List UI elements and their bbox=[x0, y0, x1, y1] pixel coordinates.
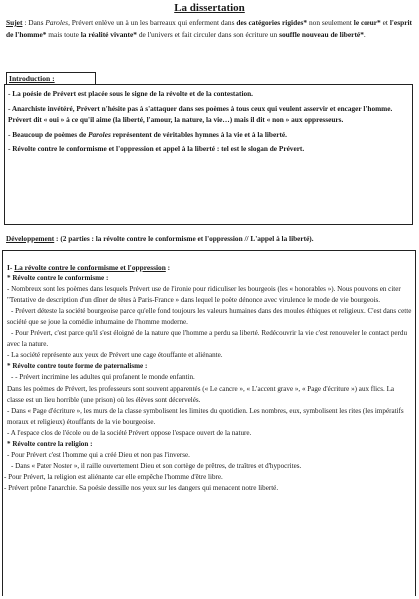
body-paragraph: - Dans « Page d'écriture », les murs de la classe symbolisent les limites du quotidien. Les nombres, eux, symbolisent les rites (les impératifs moraux et religieux) étouffants de la vie bourgeoise. bbox=[7, 406, 404, 426]
body-paragraph: - Pour Prévert, la religion est aliénante car elle empêche l'homme d'être libre. bbox=[4, 472, 223, 481]
subject-label: Sujet bbox=[6, 18, 23, 27]
body-paragraph: - Dans « Pater Noster », il raille ouvertement Dieu et son cortège de prêtres, de traîtres et d'hypocrites. bbox=[11, 461, 302, 470]
section-colon: : bbox=[165, 263, 171, 272]
subsection-heading: * Révolte contre toute forme de paternalisme : bbox=[7, 362, 148, 371]
subject-text: Paroles bbox=[45, 18, 69, 27]
intro-text: - Beaucoup de poèmes de bbox=[8, 129, 89, 139]
intro-italic-title: Paroles bbox=[88, 129, 111, 139]
introduction-heading-text: Introduction : bbox=[9, 74, 55, 83]
subject-text: non seulement bbox=[307, 18, 354, 27]
development-line bbox=[6, 234, 416, 244]
introduction-box bbox=[4, 84, 413, 225]
body-paragraph: - La société représente aux yeux de Prévert une cage étouffante et aliénante. bbox=[7, 351, 223, 360]
subject-text: mais toute bbox=[46, 30, 81, 39]
body-paragraph: - Prévert déteste la société bourgeoise parce qu'elle fond toujours les valeurs humaines dans des moules éthiques et religieux. C'est dans cette société que se joue la comédie inhumaine de l'homme moderne. bbox=[7, 307, 412, 327]
intro-paragraph: - La poésie de Prévert est placée sous le signe de la révolte et de la contestation. bbox=[8, 89, 253, 98]
development-label: Développement bbox=[6, 234, 55, 243]
subsection-heading: * Révolte contre le conformisme : bbox=[7, 274, 109, 283]
development-text: : (2 parties : la révolte contre le conformisme et l'oppression // L'appel à la liberté). bbox=[54, 234, 314, 243]
subject-text: et bbox=[380, 18, 390, 27]
subject-text: . bbox=[363, 30, 366, 39]
subject-keyword: souffle nouveau de liberté* bbox=[279, 30, 364, 39]
intro-paragraph: - Révolte contre le conformisme et l'oppression et appel à la liberté : tel est le slogan de Prévert. bbox=[8, 144, 305, 154]
intro-paragraph bbox=[8, 129, 409, 141]
subject-paragraph bbox=[6, 17, 412, 41]
subject-keyword: la réalité vivante* bbox=[80, 30, 137, 39]
subsection-heading: * Révolte contre la religion : bbox=[7, 439, 93, 448]
body-paragraph: - Nombreux sont les poèmes dans lesquels Prévert use de l'ironie pour ridiculiser les bourgeois (les « honorables »). Nous pouvons en citer "Tentative de description d'un dîner de têtes à Paris-France » dans lequel le poète dénonce avec virulence le mode de vie bourgeois. bbox=[7, 285, 401, 305]
section-heading bbox=[7, 262, 412, 273]
section-heading-text: La révolte contre le conformisme et l'oppression bbox=[14, 263, 166, 272]
body-paragraph: Dans les poèmes de Prévert, les professeurs sont souvent apparentés (« Le cancre », « L'accent grave », « Page d'écriture ») aux flics. La classe est un lieu horrible (une prison) où les élèves sont décervelés. bbox=[7, 384, 395, 404]
body-paragraph: - A l'espace clos de l'école ou de la société Prévert oppose l'espace ouvert de la nature. bbox=[7, 428, 252, 437]
subject-keyword: le cœur* bbox=[353, 18, 381, 27]
subject-keyword: des catégories rigides* bbox=[236, 18, 308, 27]
subject-text: , Prévert enlève un à un les barreaux qui enferment dans bbox=[68, 18, 237, 27]
body-paragraph: - Pour Prévert c'est l'homme qui a créé Dieu et non pas l'inverse. bbox=[7, 450, 190, 459]
subject-text: : Dans bbox=[22, 18, 46, 27]
section-number: I- bbox=[7, 263, 15, 272]
intro-paragraph: - Anarchiste invétéré, Prévert n'hésite pas à s'attaquer dans ses poèmes à tous ceux qui veulent asservir et encager l'homme. Prévert dit « oui » à ce qu'il aime (la liberté, l'amour, la nature, la vie…) mais il dit « non » aux oppresseurs. bbox=[8, 103, 393, 125]
section-box bbox=[2, 250, 416, 596]
subject-keyword: l'esprit de l'homme* bbox=[6, 18, 412, 39]
body-paragraph: - Pour Prévert, c'est parce qu'il s'est éloigné de la nature que l'homme a perdu sa liberté. Redécouvrir la vie c'est renouveler le contact perdu avec la nature. bbox=[7, 329, 407, 349]
intro-text: représentent de véritables hymnes à la vie et à la liberté. bbox=[110, 129, 287, 139]
body-paragraph: - Prévert prône l'anarchie. Sa poésie dessille nos yeux sur les dangers qui menacent notre liberté. bbox=[4, 483, 279, 492]
page-title: La dissertation bbox=[174, 2, 245, 14]
body-paragraph: - - Prévert incrimine les adultes qui profanent le monde enfantin. bbox=[11, 373, 195, 382]
subject-text: de l'univers et fait circuler dans son écriture un bbox=[136, 30, 280, 39]
